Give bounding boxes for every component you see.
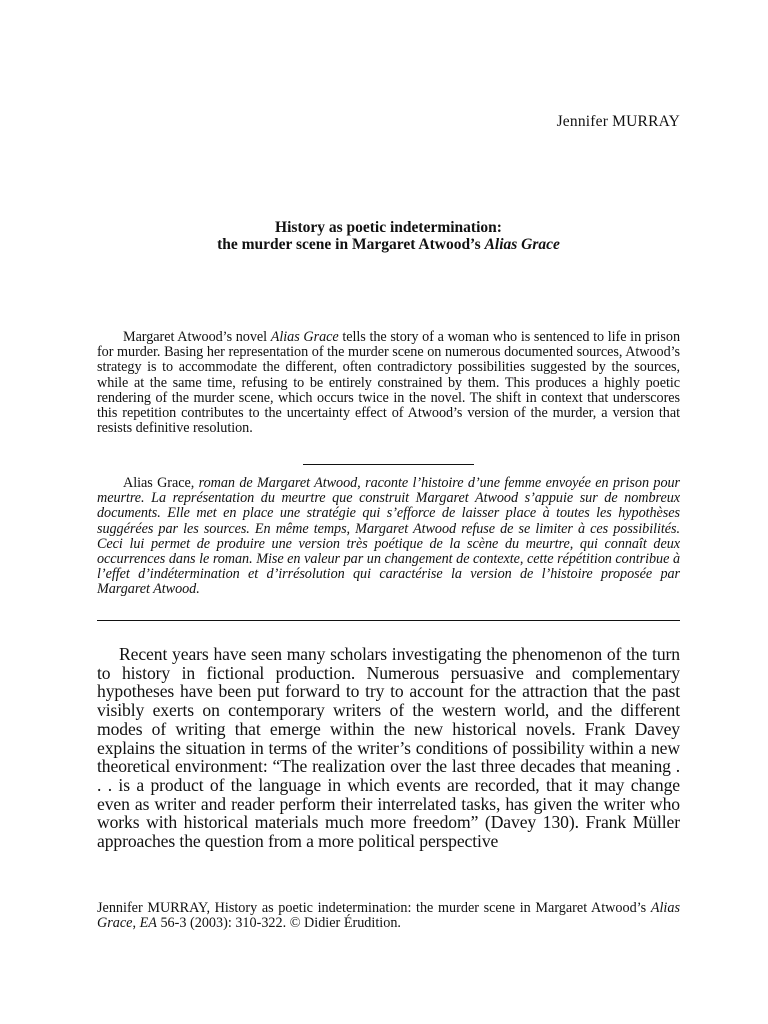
body-paragraph: Recent years have seen many scholars investigating the phenomenon of the turn to history in fictional production. Numerous persuasive and complementary hypotheses have been put forward to try to account for the attraction that the past visibly exerts on contemporary writers of the western world, and the different modes of writing that emerge within the new historical novels. Frank Davey explains the situation in terms of the writer’s conditions of possibility within a new theoretical environment: “The realization over the last three decades that meaning . . . is a product of the language in which events are recorded, that it may change even as writer and reader perform their interrelated tasks, has given the writer who works with historical materials much more freedom” (Davey 130). Frank Müller approaches the question from a more political perspective	[97, 644, 680, 852]
citation-footer	[97, 901, 680, 931]
abstract-fr-text: , roman de Margaret Atwood, raconte l’histoire d’une femme envoyée en prison pour meurtre. La représentation du meurtre que construit Margaret Atwood s’appuie sur de nombreux documents. Elle met en place une stratégie qui s’efforce de laisser place à toutes les hypothèses suggérées par les sources. En même temps, Margaret Atwood refuse de se limiter à ces possibilités. Ceci lui permet de produire une version très poétique de la scène du meurtre, qui connaît deux occurrences dans le roman. Mise en valeur par un changement de contexte, cette répétition contribue à l’effet d’indétermination et d’irrésolution qui caractérise la version de l’histoire proposée par Margaret Atwood.	[97, 475, 681, 598]
abstract-en-novel: Alias Grace	[270, 329, 339, 345]
footer-journal: EA	[139, 915, 157, 931]
title-line-2	[97, 236, 680, 253]
abstract-separator	[303, 464, 474, 465]
footer-part1: Jennifer MURRAY, History as poetic indetermination: the murder scene in Margaret Atwood’s	[97, 900, 651, 916]
article-title	[97, 219, 680, 253]
title-line-2-text: the murder scene in Margaret Atwood’s	[217, 236, 485, 253]
section-divider	[97, 620, 680, 621]
title-line-1: History as poetic indetermination:	[275, 219, 502, 236]
abstract-fr-novel: Alias Grace	[123, 475, 191, 491]
title-novel-name: Alias Grace	[484, 236, 560, 253]
abstract-english	[97, 330, 680, 436]
abstract-french	[97, 476, 680, 598]
footer-part2: 56-3 (2003): 310-322. © Didier Érudition.	[156, 915, 401, 931]
footer-sep: ,	[132, 915, 140, 931]
abstract-en-part1: Margaret Atwood’s novel	[123, 329, 271, 345]
footer-novel: Alias Grace	[97, 900, 680, 931]
author-name: Jennifer MURRAY	[556, 113, 680, 130]
abstract-en-part2: tells the story of a woman who is sentenced to life in prison for murder. Basing her representation of the murder scene on numerous documented sources, Atwood’s strategy is to accommodate the different, often contradictory possibilities suggested by the sources, while at the same time, refusing to be entirely constrained by them. This produces a highly poetic rendering of the murder scene, which occurs twice in the novel. The shift in context that underscores this repetition contributes to the uncertainty effect of Atwood’s version of the murder, a version that resists definitive resolution.	[97, 329, 680, 437]
